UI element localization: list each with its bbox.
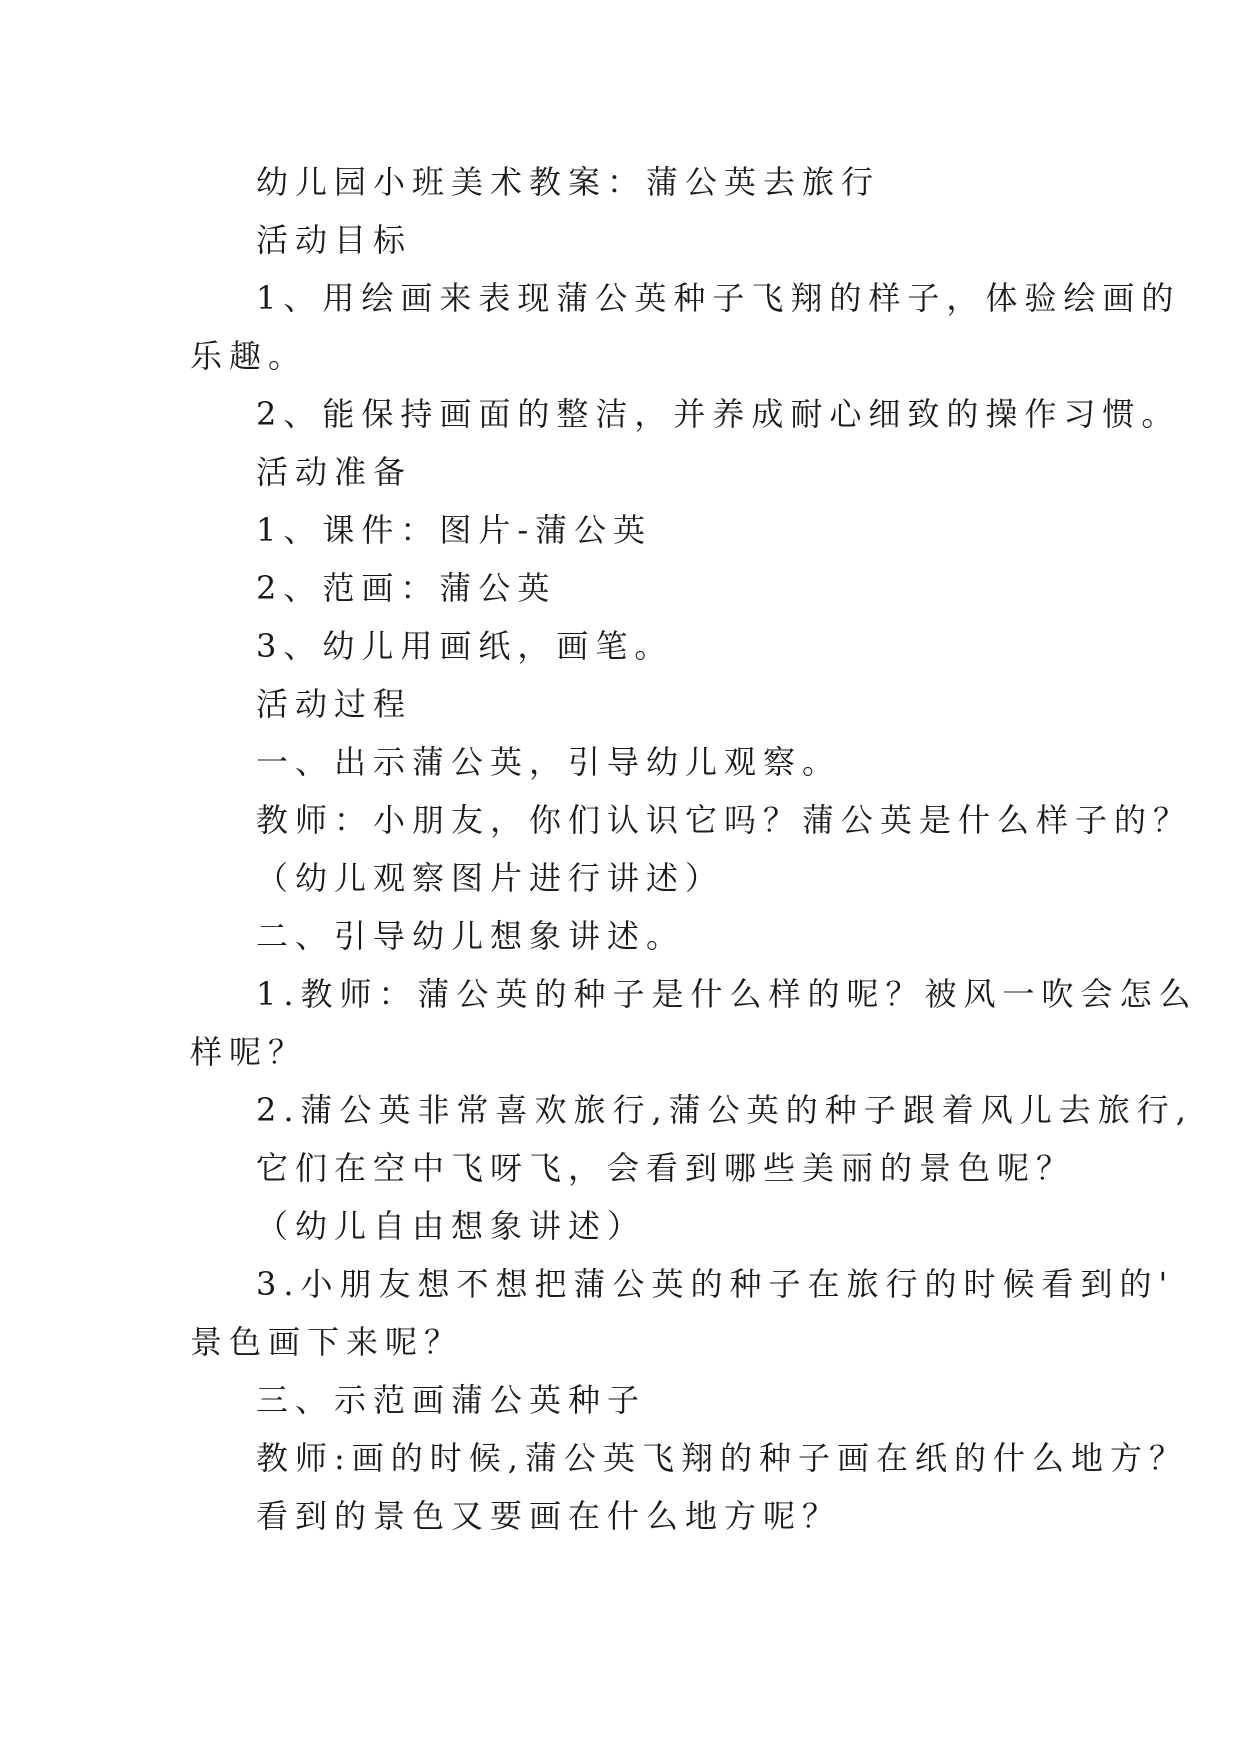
prep-item-2: 2、范画：蒲公英 [256,569,557,607]
step-3: 三、示范画蒲公英种子 [256,1381,647,1419]
step-1: 一、出示蒲公英，引导幼儿观察。 [256,743,842,781]
step-2-3-line-2: 景色画下来呢？ [190,1323,464,1361]
goal-2: 2、能保持画面的整洁，并养成耐心细致的操作习惯。 [256,395,1181,433]
section-heading-goals: 活动目标 [256,221,413,259]
step-2-1-line-1: 1.教师：蒲公英的种子是什么样的呢？被风一吹会怎么 [256,975,1198,1013]
goal-1-line-1: 1、用绘画来表现蒲公英种子飞翔的样子，体验绘画的 [256,279,1181,317]
section-heading-prep: 活动准备 [256,453,413,491]
step-2-3-line-1: 3.小朋友想不想把蒲公英的种子在旅行的时候看到的' [256,1265,1175,1303]
step-3-teacher-line-1: 教师:画的时候,蒲公英飞翔的种子画在纸的什么地方？ [256,1439,1188,1477]
goal-1-line-2: 乐趣。 [190,337,308,375]
prep-item-1: 1、课件：图片-蒲公英 [256,511,653,549]
step-2-note: （幼儿自由想象讲述） [256,1207,647,1245]
step-3-teacher-line-2: 看到的景色又要画在什么地方呢？ [256,1497,842,1535]
step-1-teacher: 教师：小朋友，你们认识它吗？蒲公英是什么样子的？ [256,801,1193,839]
section-heading-process: 活动过程 [256,685,413,723]
document-title: 幼儿园小班美术教案：蒲公英去旅行 [256,163,881,201]
prep-item-3: 3、幼儿用画纸，画笔。 [256,627,674,665]
step-2-2-line-1: 2.蒲公英非常喜欢旅行,蒲公英的种子跟着风儿去旅行, [256,1091,1193,1129]
step-2: 二、引导幼儿想象讲述。 [256,917,686,955]
step-1-note: （幼儿观察图片进行讲述） [256,859,725,897]
step-2-1-line-2: 样呢？ [190,1033,308,1071]
step-2-2-line-2: 它们在空中飞呀飞，会看到哪些美丽的景色呢？ [256,1149,1076,1187]
